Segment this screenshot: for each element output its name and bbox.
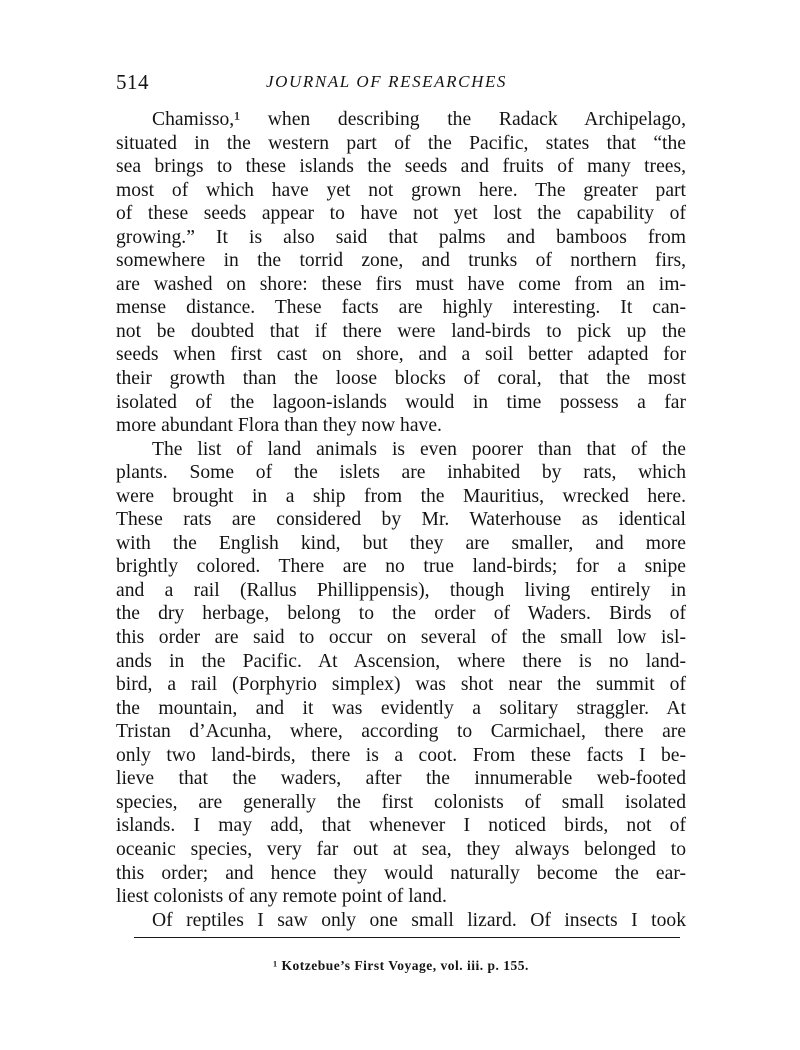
text-line: the mountain, and it was evidently a solitary straggler. At — [116, 697, 686, 719]
text-line: only two land-birds, there is a coot. From these facts I be- — [116, 744, 686, 766]
text-line: lieve that the waders, after the innumerable web-footed — [116, 768, 686, 790]
text-line: isolated of the lagoon-islands would in time possess a far — [116, 391, 686, 413]
text-line: These rats are considered by Mr. Waterhouse as identical — [116, 509, 686, 531]
text-line: species, are generally the first colonists of small isolated — [116, 791, 686, 813]
text-line: and a rail (Rallus Phillippensis), though living entirely in — [116, 579, 686, 601]
text-line: with the English kind, but they are smaller, and more — [116, 532, 686, 554]
text-line: Tristan d’Acunha, where, according to Carmichael, there are — [116, 721, 686, 743]
text-line: sea brings to these islands the seeds and fruits of many trees, — [116, 156, 686, 178]
text-line: liest colonists of any remote point of land. — [116, 886, 447, 908]
paragraph-land-animals — [116, 438, 686, 909]
running-head — [116, 70, 686, 100]
text-line: seeds when first cast on shore, and a soil better adapted for — [116, 344, 686, 366]
text-line: growing.” It is also said that palms and bamboos from — [116, 226, 686, 248]
running-title: JOURNAL OF RESEARCHES — [266, 72, 508, 91]
text-line: situated in the western part of the Pacific, states that “the — [116, 132, 686, 154]
text-line: brightly colored. There are no true land-birds; for a snipe — [116, 556, 686, 578]
page-number: 514 — [116, 70, 149, 94]
footnote: ¹ Kotzebue’s First Voyage, vol. iii. p. 155. — [273, 958, 529, 973]
text-line: Of reptiles I saw only one small lizard. Of insects I took — [152, 909, 686, 931]
text-line: this order; and hence they would naturally become the ear- — [116, 862, 686, 884]
text-line: The list of land animals is even poorer than that of the — [152, 438, 686, 460]
paragraph-reptiles — [116, 909, 686, 933]
paragraph-chamisso — [116, 108, 686, 438]
text-line: of these seeds appear to have not yet lost the capability of — [116, 203, 686, 225]
text-line: not be doubted that if there were land-birds to pick up the — [116, 320, 686, 342]
text-line: plants. Some of the islets are inhabited by rats, which — [116, 462, 686, 484]
text-line: islands. I may add, that whenever I noticed birds, not of — [116, 815, 686, 837]
text-line: oceanic species, very far out at sea, they always belonged to — [116, 838, 686, 860]
footnote-rule — [134, 937, 680, 938]
text-line: are washed on shore: these firs must have come from an im- — [116, 273, 686, 295]
text-line: were brought in a ship from the Mauritius, wrecked here. — [116, 485, 686, 507]
text-line: Chamisso,¹ when describing the Radack Archipelago, — [152, 109, 686, 130]
text-line: bird, a rail (Porphyrio simplex) was shot near the summit of — [116, 674, 686, 696]
text-line: more abundant Flora than they now have. — [116, 415, 442, 437]
text-line: the dry herbage, belong to the order of Waders. Birds of — [116, 603, 686, 625]
text-line: mense distance. These facts are highly interesting. It can- — [116, 297, 686, 319]
text-line: most of which have yet not grown here. The greater part — [116, 179, 686, 201]
text-line: this order are said to occur on several of the small low isl- — [116, 627, 686, 649]
text-line: ands in the Pacific. At Ascension, where there is no land- — [116, 650, 686, 672]
body-text — [116, 108, 686, 932]
text-line: their growth than the loose blocks of coral, that the most — [116, 368, 686, 390]
text-line: somewhere in the torrid zone, and trunks of northern firs, — [116, 250, 686, 272]
